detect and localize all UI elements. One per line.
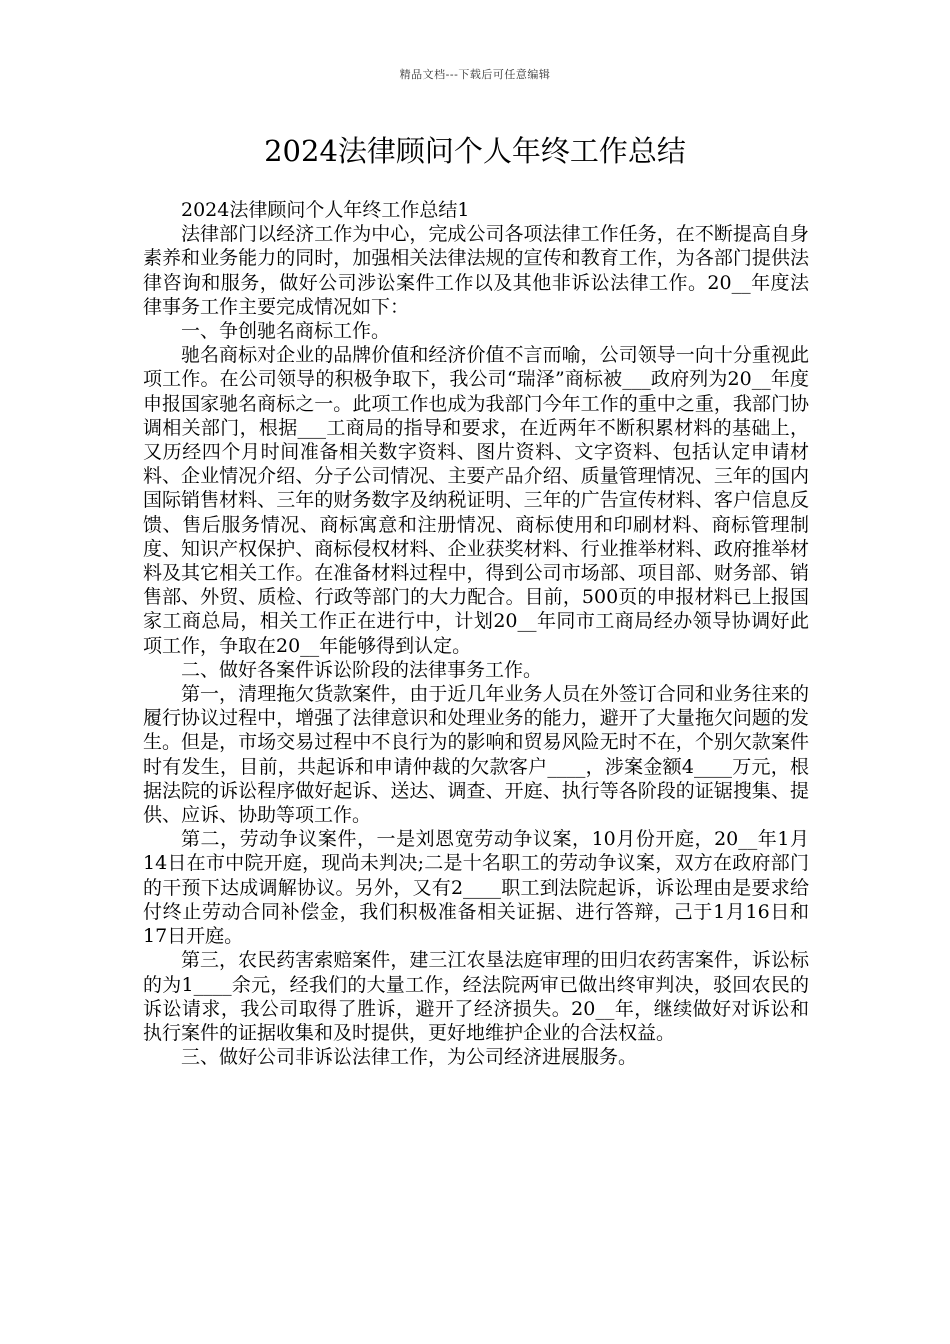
body-paragraph-intro: 法律部门以经济工作为中心，完成公司各项法律工作任务，在不断提高自身素养和业务能力的同时，加强相关法律法规的宣传和教育工作，为各部门提供法律咨询和服务，做好公司涉讼案件工作以及其他非诉讼法律工作。20__年度法律事务工作主要完成情况如下： xyxy=(143,223,809,318)
body-paragraph-subtitle: 2024法律顾问个人年终工作总结1 xyxy=(181,199,470,221)
document-body xyxy=(143,198,809,1069)
document-title: 2024法律顾问个人年终工作总结 xyxy=(264,134,686,168)
section-heading-3: 三、做好公司非诉讼法律工作，为公司经济进展服务。 xyxy=(181,1046,638,1069)
body-paragraph-third: 第三，农民药害索赔案件，建三江农垦法庭审理的田归农药害案件，诉讼标的为1____余元，经我们的大量工作，经法院两审已做出终审判决，驳回农民的诉讼请求，我公司取得了胜诉，避开了经济损失。20__年，继续做好对诉讼和执行案件的证据收集和及时提供，更好地维护企业的合法权益。 xyxy=(143,949,809,1044)
section-heading-1: 一、争创驰名商标工作。 xyxy=(181,320,391,343)
page-header-note: 精品文档---下载后可任意编辑 xyxy=(399,68,551,81)
body-paragraph-first: 第一，清理拖欠货款案件，由于近几年业务人员在外签订合同和业务往来的履行协议过程中，增强了法律意识和处理业务的能力，避开了大量拖欠问题的发生。但是，市场交易过程中不良行为的影响和贸易风险无时不在，个别欠款案件时有发生，目前，共起诉和申请仲裁的欠款客户____，涉案金额4____万元，根据法院的诉讼程序做好起诉、送达、调查、开庭、执行等各阶段的证锯搜集、提供、应诉、协助等项工作。 xyxy=(143,683,809,827)
body-paragraph-trademark: 驰名商标对企业的品牌价值和经济价值不言而喻，公司领导一向十分重视此项工作。在公司领导的积极争取下，我公司“瑞泽”商标被___政府列为20__年度申报国家驰名商标之一。此项工作也成为我部门今年工作的重中之重，我部门协调相关部门，根据___工商局的指导和要求，在近两年不断积累材料的基础上，又历经四个月时间准备相关数字资料、图片资料、文字资料、包括认定申请材料、企业情况介绍、分子公司情况、主要产品介绍、质量管理情况、三年的国内国际销售材料、三年的财务数字及纳税证明、三年的广告宣传材料、客户信息反馈、售后服务情况、商标寓意和注册情况、商标使用和印刷材料、商标管理制度、知识产权保护、商标侵权材料、企业获奖材料、行业推举材料、政府推举材料及其它相关工作。在准备材料过程中，得到公司市场部、项目部、财务部、销售部、外贸、质检、行政等部门的大力配合。目前，500页的申报材料已上报国家工商总局，相关工作正在进行中，计划20__年同市工商局经办领导协调好此项工作，争取在20__年能够得到认定。 xyxy=(143,344,809,657)
body-paragraph-second: 第二，劳动争议案件，一是刘恩宽劳动争议案，10月份开庭，20__年1月14日在市中院开庭，现尚未判决;二是十名职工的劳动争议案，双方在政府部门的干预下达成调解协议。另外，又有2____职工到法院起诉，诉讼理由是要求给付终止劳动合同补偿金，我们积极准备相关证据、进行答辩，己于1月16日和17日开庭。 xyxy=(143,828,809,948)
section-heading-2: 二、做好各案件诉讼阶段的法律事务工作。 xyxy=(181,658,543,681)
